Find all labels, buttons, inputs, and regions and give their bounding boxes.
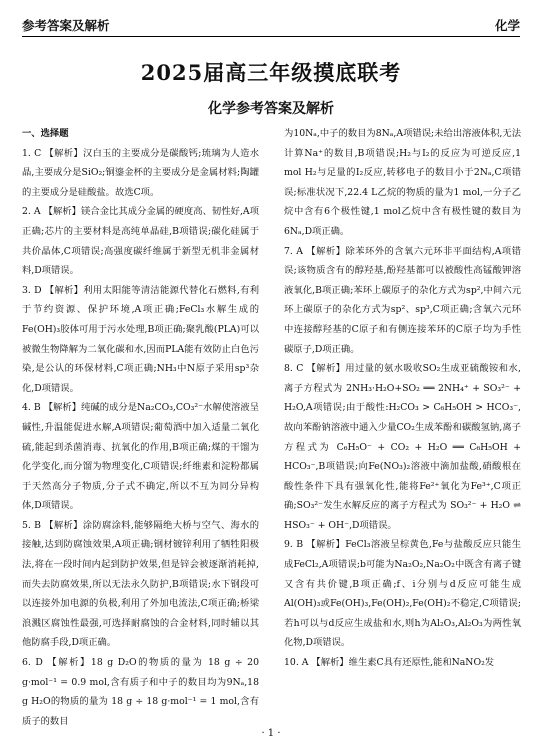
page-header [22, 14, 520, 34]
answer-paragraph: 4. B 【解析】纯碱的成分是Na₂CO₃,CO₃²⁻水解使溶液呈碱性,升温能促进水解,A项错误;葡萄酒中加入适量二氧化硫,能起到杀菌消毒、抗氧化的作用,B项正确;煤的干馏为化学变化,而分馏为物理变化,C项错误;纤维素和淀粉都属于天然高分子物质,分子式不确定,所以不互为同分异构体,D项错误。 [22, 402, 259, 512]
right-column [284, 124, 521, 673]
answer-paragraph: 9. B 【解析】FeCl₃溶液呈棕黄色,Fe与盐酸反应只能生成FeCl₂,A项错误;b可能为Na₂O₂,Na₂O₂中既含有离子键又含有共价键,B项正确;f、i分别与d反应可能生成Al(OH)₃或Fe(OH)₃,Fe(OH)₂,Fe(OH)₂不稳定,C项错误;若h可以与d反应生成盐和水,则h为Al₂O₃,Al₂O₃为两性氧化物,D项错误。 [284, 539, 521, 649]
header-divider [22, 36, 520, 37]
answer-paragraph: 1. C 【解析】汉白玉的主要成分是碳酸钙;琉璃为人造水晶,主要成分是SiO₂;铜鎏金杯的主要成分是金属材料;陶罐的主要成分是硅酸盐。故选C项。 [22, 147, 259, 198]
section-heading: 一、选择题 [22, 128, 69, 139]
header-left: 参考答案及解析 [22, 18, 110, 33]
answer-paragraph: 5. B 【解析】涂防腐涂料,能够隔绝大桥与空气、海水的接触,达到防腐蚀效果,A项正确;钢材镀锌利用了牺牲阳极法,将在一段时间内起到防护效果,但是锌会被逐渐消耗掉,而失去防腐效果,所以无法永久防护,B项错误;水下钢段可以连接外加电源的负极,利用了外加电流法,C项正确;桥梁浪溅区腐蚀性最强,可选择耐腐蚀的合金材料,同时辅以其他防腐手段,D项正确。 [22, 519, 259, 649]
answer-paragraph: 7. A 【解析】除苯环外的含氧六元环非平面结构,A项错误;该物质含有的醇羟基,酚羟基都可以被酸性高锰酸钾溶液氧化,B项正确;苯环上碳原子的杂化方式为sp²,中间六元环上碳原子的杂化方式为sp²、sp³,C项正确;含氧六元环中连接醇羟基的C原子和有侧连接苯环的C原子均为手性碳原子,D项正确。 [284, 245, 521, 355]
page-number: · 1 · [261, 728, 281, 739]
answer-paragraph: 2. A 【解析】镁合金比其成分金属的硬度高、韧性好,A项正确;芯片的主要材料是高纯单晶硅,B项错误;碳化硅属于共价晶体,C项错误;高强度碳纤维属于新型无机非金属材料,D项错误。 [22, 206, 259, 277]
exam-title: 2025届高三年级摸底联考 [140, 60, 402, 85]
left-column [22, 124, 259, 731]
answer-paragraph: 6. D 【解析】18 g D₂O的物质的量为 18 g ÷ 20 g·mol⁻¹ = 0.9 mol,含有质子和中子的数目均为9Nₐ,18 g H₂O的物质的量为 18 g ÷ 18 g·mol⁻¹ = 1 mol,含有质子的数目 [22, 657, 259, 727]
exam-subtitle: 化学参考答案及解析 [208, 101, 334, 117]
answer-paragraph: 为10Nₐ,中子的数目为8Nₐ,A项错误;未给出溶液体积,无法计算Na⁺的数目,B项错误;H₂与I₂的反应为可逆反应,1 mol H₂与足量的I₂反应,转移电子的数目小于2Nₐ,C项错误;标准状况下,22.4 L乙烷的物质的量为1 mol,一分子乙烷中含有6个极性键,1 mol乙烷中含有极性键的数目为6Nₐ,D项正确。 [284, 128, 521, 237]
answer-paragraph: 10. A 【解析】维生素C具有还原性,能和NaNO₂发 [284, 657, 495, 669]
header-subject: 化学 [494, 18, 520, 33]
answer-paragraph: 3. D 【解析】利用太阳能等清洁能源代替化石燃料,有利于节约资源、保护环境,A项正确;FeCl₃水解生成的Fe(OH)₃胶体可用于污水处理,B项正确;聚乳酸(PLA)可以被微生物降解为二氧化碳和水,因而PLA能有效防止白色污染,是公认的环保材料,C项正确;NH₃中N原子采用sp³杂化,D项错误。 [22, 284, 259, 394]
answer-paragraph: 8. C 【解析】用过量的氨水吸收SO₂生成亚硫酸铵和水,离子方程式为 2NH₃·H₂O+SO₂ ══ 2NH₄⁺ + SO₃²⁻ + H₂O,A项错误;由于酸性:H₂CO₃ > C₆H₅OH > HCO₃⁻,故向苯酚钠溶液中通入少量CO₂生成苯酚和碳酸氢钠,离子方程式为 C₆H₅O⁻ + CO₂ + H₂O ══ C₆H₅OH + HCO₃⁻,B项错误;向Fe(NO₃)₂溶液中滴加盐酸,硝酸根在酸性条件下具有强氧化性,能将Fe²⁺氧化为Fe³⁺,C项正确;SO₃²⁻发生水解反应的离子方程式为 SO₃²⁻ + H₂O ⇌ HSO₃⁻ + OH⁻,D项错误。 [284, 363, 521, 531]
